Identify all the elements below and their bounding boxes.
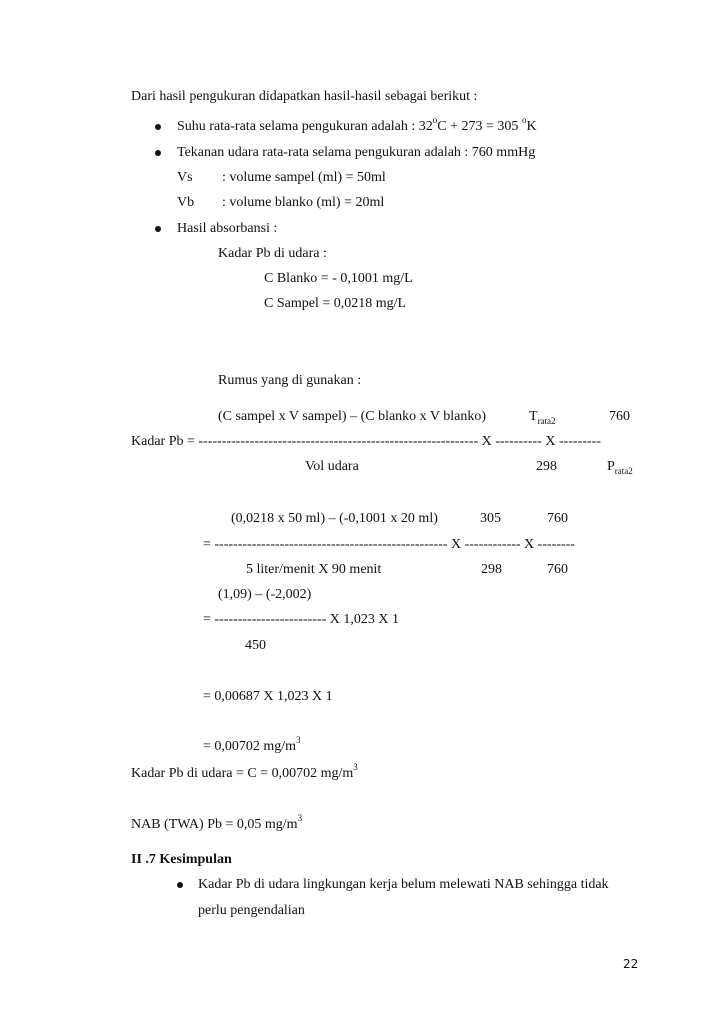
calc2-denominator: 450 (245, 638, 266, 653)
calc1-numerator: (0,0218 x 50 ml) – (-0,1001 x 20 ml) (231, 511, 438, 526)
bullet-icon (155, 124, 161, 130)
calc4: = 0,00702 $mg/m^3$ (203, 735, 301, 754)
formula-denominator: Vol udara (305, 459, 359, 474)
calc3: = 0,00687 X 1,023 X 1 (203, 689, 333, 704)
kadar-result: Kadar Pb di udara = C = 0,00702 $mg/m^3$ (131, 762, 358, 781)
bullet-icon (177, 882, 183, 888)
formula-760: 760 (609, 409, 630, 424)
conclusion-line1: Kadar Pb di udara lingkungan kerja belum melewati NAB sehingga tidak (198, 877, 609, 892)
formula-numerator: (C sampel x V sampel) – (C blanko x V blanko) (218, 409, 487, 424)
section-heading: II .7 Kesimpulan (131, 852, 232, 867)
page-number: 22 (623, 957, 639, 971)
vb-value: : volume blanko (ml) = 20ml (222, 195, 385, 210)
nab-line: NAB (TWA) Pb = 0,05 $mg/m^3$ (131, 813, 303, 832)
tekanan-line: Tekanan udara rata-rata selama pengukuran adalah : 760 mmHg (177, 145, 536, 160)
conclusion-line2: perlu pengendalian (198, 903, 305, 918)
formula-t-rata2: $T_{rata2}$ (529, 409, 556, 426)
calc1-denominator: 5 liter/menit X 90 menit (246, 562, 382, 577)
calc1-298: 298 (481, 562, 502, 577)
calc1-305: 305 (480, 511, 501, 526)
calc1-760: 760 (547, 511, 568, 526)
calc2-line: = ------------------------ X 1,023 X 1 (203, 612, 400, 627)
vs-value: : volume sampel (ml) = 50ml (222, 170, 386, 185)
vb-label: Vb (177, 195, 195, 210)
c-sampel: C Sampel = 0,0218 mg/L (264, 296, 407, 311)
c-blanko: C Blanko = - 0,1001 mg/L (264, 271, 413, 286)
bullet-icon (155, 226, 161, 232)
kadar-title: Kadar Pb di udara : (218, 246, 327, 261)
vs-label: Vs (177, 170, 193, 185)
formula-p-rata2: $P_{rata2}$ (607, 459, 633, 476)
calc2-numerator: (1,09) – (-2,002) (218, 587, 312, 602)
formula-line: Kadar Pb = ------------------------------------------------------------ X ---------- X --------- (131, 434, 601, 449)
absorbansi-line: Hasil absorbansi : (177, 221, 278, 236)
bullet-icon (155, 150, 161, 156)
calc1-760-denom: 760 (547, 562, 568, 577)
formula-298: 298 (536, 459, 557, 474)
rumus-title: Rumus yang di gunakan : (218, 373, 362, 388)
calc1-line: = -------------------------------------------------- X ------------ X -------- (203, 537, 575, 552)
intro-text: Dari hasil pengukuran didapatkan hasil-hasil sebagai berikut : (131, 89, 478, 104)
suhu-line: Suhu rata-rata selama pengukuran adalah : $32^oC + 273 = 305$ $^o$K (177, 115, 537, 134)
